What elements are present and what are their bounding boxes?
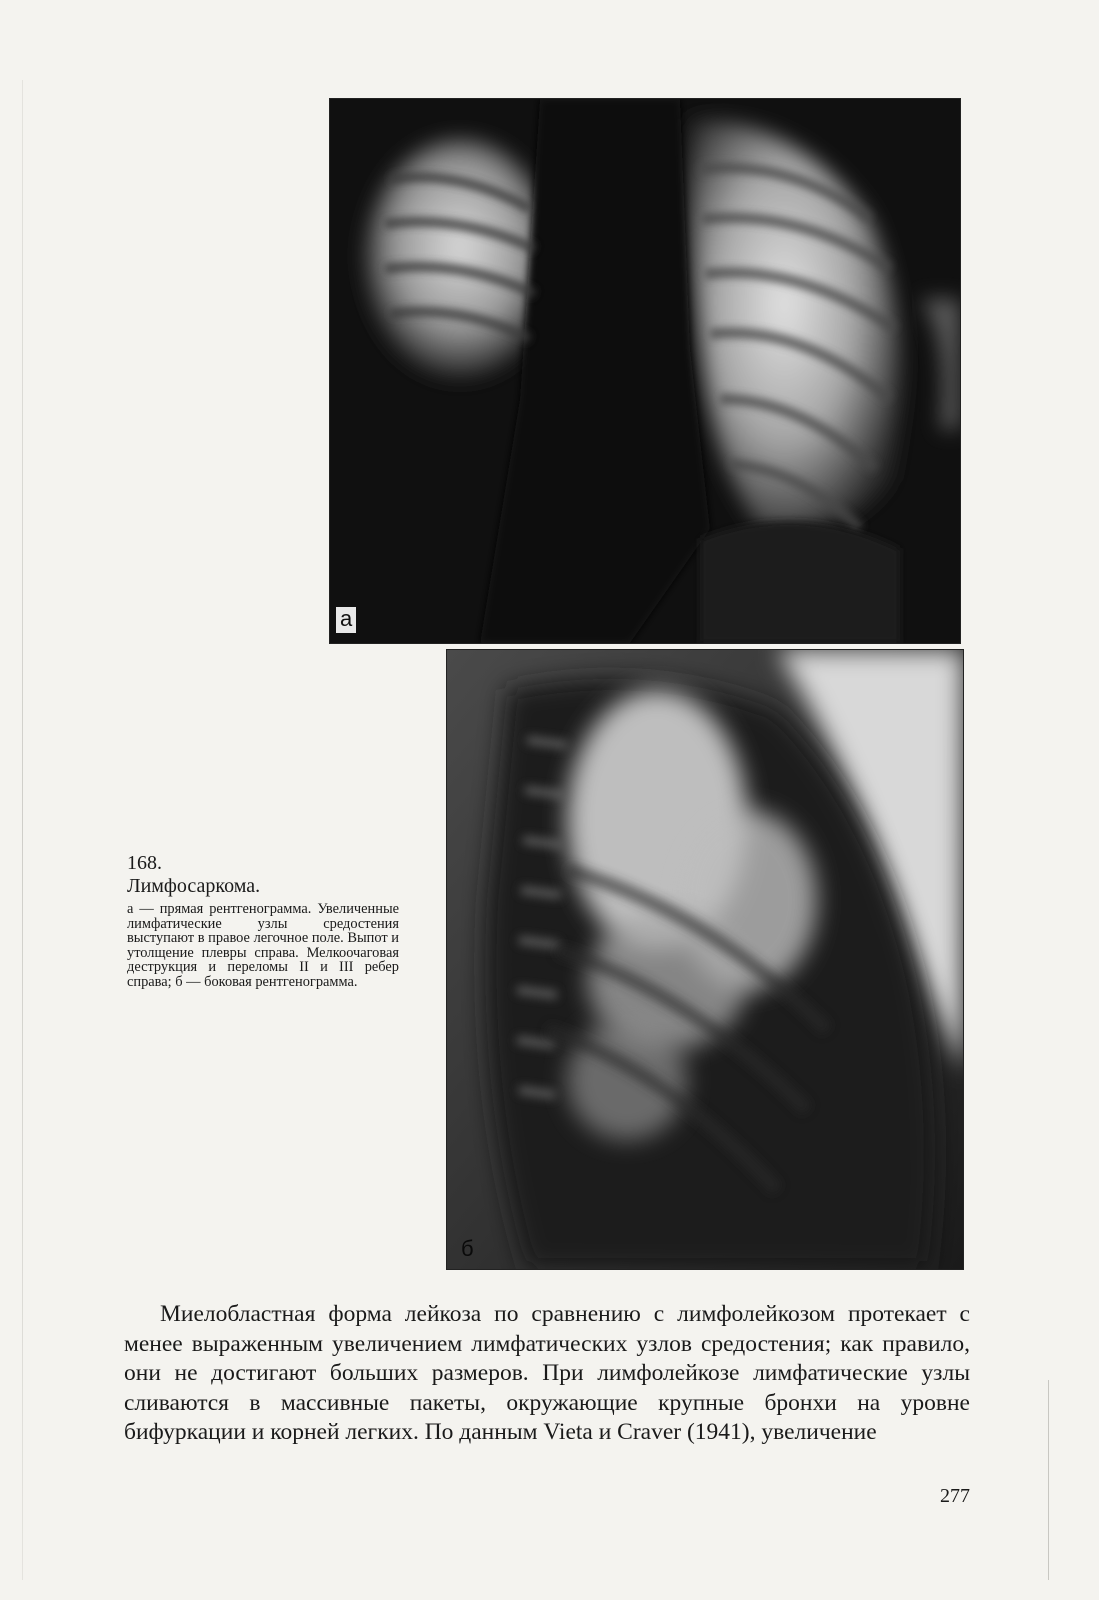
panel-label-b: б bbox=[461, 1236, 474, 1261]
xray-image-frontal bbox=[329, 98, 961, 644]
figure-caption bbox=[127, 852, 399, 989]
page-edge bbox=[22, 80, 23, 1580]
page-number: 277 bbox=[940, 1485, 970, 1507]
panel-label-a: а bbox=[336, 607, 356, 633]
xray-frontal-drawing bbox=[330, 99, 960, 643]
page-edge bbox=[1048, 1380, 1049, 1580]
figure-title: Лимфосаркома. bbox=[127, 875, 261, 897]
xray-image-lateral bbox=[446, 649, 964, 1270]
body-paragraph: Миелобластная форма лейкоза по сравнению с лимфолейкозом протекает с менее выраженным увеличением лимфатических узлов средостения; как правило, они не достигают больших размеров. При лимфолейкозе лимфатические узлы сливаются в массивные пакеты, окружающие крупные бронхи на уровне бифуркации и корней легких. По данным Vieta и Craver (1941), увеличение bbox=[124, 1301, 970, 1445]
figure-description: а — прямая рентгенограмма. Увеличенные лимфатические узлы средостения выступают в правое легочное поле. Выпот и утолщение плевры справа. Мелкоочаговая деструкция и переломы II и III ребер справа; б — боковая рентгенограмма. bbox=[127, 901, 399, 990]
xray-lateral-drawing bbox=[447, 650, 963, 1269]
figure-number: 168. bbox=[127, 852, 162, 874]
